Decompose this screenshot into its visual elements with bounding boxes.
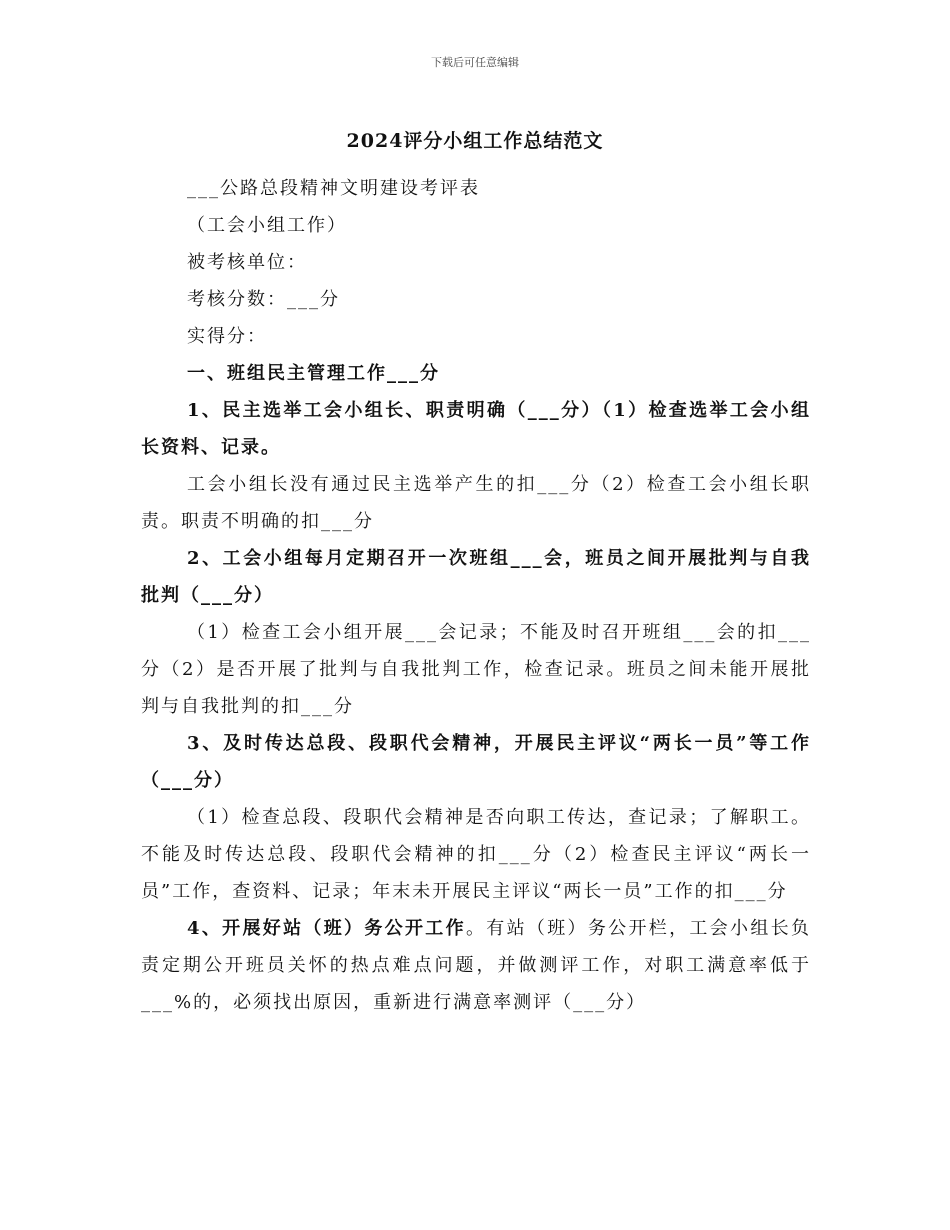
- item-3-text: （1）检查总段、段职代会精神是否向职工传达，查记录；了解职工。不能及时传达总段、段职代会精神的扣___分（2）检查民主评议“两长一员”工作，查资料、记录；年末未开展民主评议“两长一员”工作的扣___分: [141, 807, 811, 902]
- item-2-text: （1）检查工会小组开展___会记录；不能及时召开班组___会的扣___分（2）是否开展了批判与自我批判工作，检查记录。班员之间未能开展批判与自我批判的扣___分: [141, 622, 811, 717]
- item-4-text: 。有站（班）务公开栏，工会小组长负责定期公开班员关怀的热点难点问题，并做测评工作，对职工满意率低于___%的，必须找出原因，重新进行满意率测评（___分）: [141, 918, 812, 1013]
- header-note: 下载后可任意编辑: [431, 56, 519, 69]
- actual-score-line: 实得分：: [187, 326, 267, 347]
- item-3-heading: 3、及时传达总段、段职代会精神，开展民主评议“两长一员”等工作（___分）: [141, 733, 811, 791]
- form-subtitle-line: （工会小组工作）: [187, 215, 347, 236]
- document-title: 2024评分小组工作总结范文: [346, 130, 604, 152]
- item-1-text: 工会小组长没有通过民主选举产生的扣___分（2）检查工会小组长职责。职责不明确的扣___分: [141, 474, 811, 532]
- item-2-heading: 2、工会小组每月定期召开一次班组___会，班员之间开展批判与自我批判（___分）: [141, 548, 811, 606]
- assessment-score-line: 考核分数：___分: [187, 289, 340, 310]
- item-1-heading: 1、民主选举工会小组长、职责明确（___分）（1）检查选举工会小组长资料、记录。: [141, 400, 811, 458]
- document-body: [141, 170, 811, 1021]
- item-4-heading: 4、开展好站（班）务公开工作: [187, 918, 466, 939]
- section-1-heading: 一、班组民主管理工作___分: [187, 363, 440, 384]
- assessed-unit-line: 被考核单位：: [187, 252, 307, 273]
- form-name-line: ___公路总段精神文明建设考评表: [187, 178, 480, 199]
- item-4-paragraph: [141, 910, 811, 1021]
